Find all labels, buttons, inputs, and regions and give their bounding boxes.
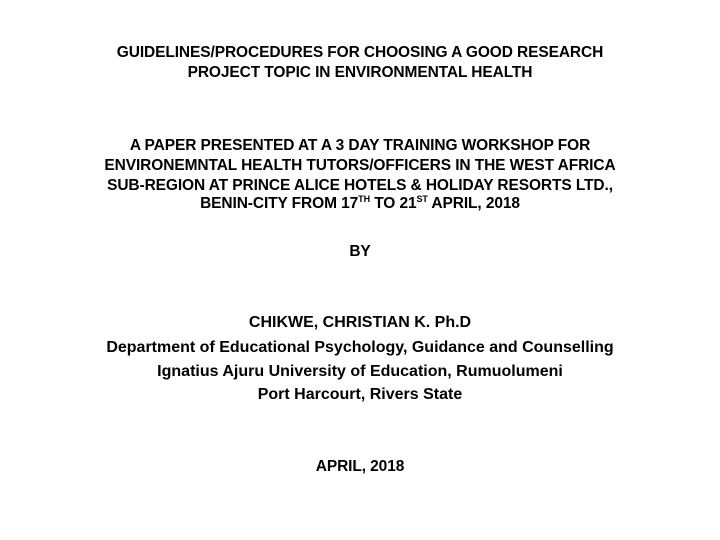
paper-line-4-prefix: BENIN-CITY FROM 17 <box>200 195 359 212</box>
paper-line-4-sup-th: TH <box>358 193 370 204</box>
title-line-1: GUIDELINES/PROCEDURES FOR CHOOSING A GOOD RESEARCH <box>116 44 604 61</box>
date-line: APRIL, 2018 <box>315 458 405 475</box>
author-university: Ignatius Ajuru University of Education, Rumuolumeni <box>157 363 563 380</box>
paper-line-1: A PAPER PRESENTED AT A 3 DAY TRAINING WORKSHOP FOR <box>129 137 591 154</box>
title-line-2: PROJECT TOPIC IN ENVIRONMENTAL HEALTH <box>187 64 533 81</box>
paper-line-4-mid: TO 21 <box>369 195 417 212</box>
paper-line-2: ENVIRONEMNTAL HEALTH TUTORS/OFFICERS IN THE WEST AFRICA <box>104 157 616 174</box>
author-department: Department of Educational Psychology, Guidance and Counselling <box>106 339 614 356</box>
paper-line-4-suffix: APRIL, 2018 <box>427 195 520 212</box>
paper-line-3: SUB-REGION AT PRINCE ALICE HOTELS & HOLIDAY RESORTS LTD., <box>107 177 613 194</box>
author-name: CHIKWE, CHRISTIAN K. Ph.D <box>248 314 472 331</box>
author-location: Port Harcourt, Rivers State <box>257 386 463 403</box>
by-line: BY <box>349 243 371 260</box>
paper-line-4-sup-st: ST <box>416 193 428 204</box>
paper-line-4 <box>0 195 720 213</box>
